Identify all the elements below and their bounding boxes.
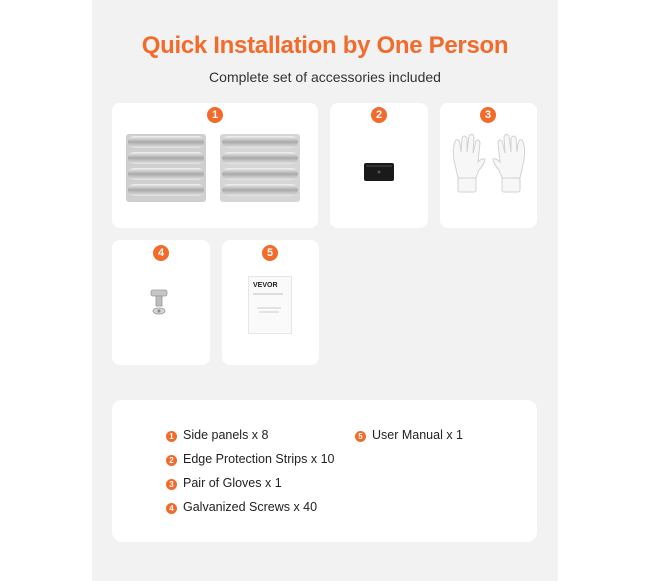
page-subtitle: Complete set of accessories included — [209, 69, 441, 85]
gloves-image — [446, 132, 532, 198]
page-title: Quick Installation by One Person — [141, 32, 509, 59]
screws-image — [147, 286, 173, 316]
legend-number-badge: 4 — [166, 503, 177, 514]
card-number-badge: 2 — [371, 107, 387, 123]
legend-item-edge-protection-strips — [166, 451, 334, 467]
card-number-badge: 1 — [207, 107, 223, 123]
side-panels-image — [120, 132, 312, 207]
user-manual-image — [248, 276, 292, 334]
legend-item-user-manual — [355, 427, 463, 443]
legend-number-badge: 5 — [355, 431, 366, 442]
legend-item-side-panels — [166, 427, 268, 443]
legend-item-gloves — [166, 475, 282, 491]
card-number-badge: 3 — [480, 107, 496, 123]
legend-label: User Manual x 1 — [372, 428, 464, 442]
card-number-badge: 4 — [153, 245, 169, 261]
legend-label: Galvanized Screws x 40 — [183, 500, 318, 514]
accessories-legend — [112, 400, 537, 542]
legend-label: Pair of Gloves x 1 — [183, 476, 282, 490]
legend-item-galvanized-screws — [166, 499, 317, 515]
legend-label: Edge Protection Strips x 10 — [183, 452, 335, 466]
legend-number-badge: 1 — [166, 431, 177, 442]
manual-brand: VEVOR — [253, 282, 278, 289]
legend-number-badge: 2 — [166, 455, 177, 466]
card-number-badge: 5 — [262, 245, 278, 261]
legend-number-badge: 3 — [166, 479, 177, 490]
legend-label: Side panels x 8 — [183, 428, 269, 442]
edge-strips-image — [362, 160, 396, 184]
